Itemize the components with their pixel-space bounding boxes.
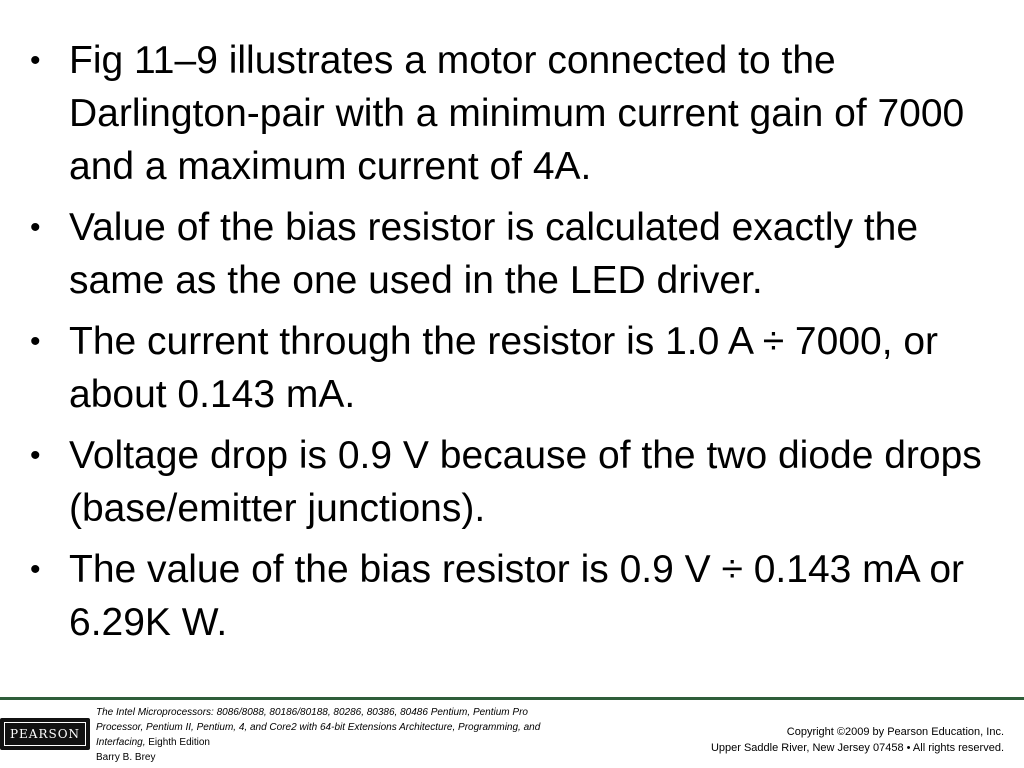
book-citation <box>96 705 566 765</box>
copyright-line-2: Upper Saddle River, New Jersey 07458 • All rights reserved. <box>710 742 1004 754</box>
bullet-item <box>30 315 1000 421</box>
bullet-item <box>30 429 1000 535</box>
bullet-list <box>30 34 1000 649</box>
book-edition: Eighth Edition <box>145 737 210 748</box>
book-title: The Intel Microprocessors: <box>96 707 214 718</box>
bullet-marker: • <box>30 325 41 358</box>
bullet-text: Value of the bias resistor is calculated exactly the same as the one used in the LED driver. <box>69 206 919 302</box>
bullet-item <box>30 201 1000 307</box>
book-author: Barry B. Brey <box>96 752 156 763</box>
copyright-line-1: Copyright ©2009 by Pearson Education, Inc. <box>786 726 1004 738</box>
bullet-marker: • <box>30 439 41 472</box>
bullet-marker: • <box>30 44 41 77</box>
slide-body <box>30 34 1000 657</box>
book-subtitle: 8086/8088, 80186/80188, 80286, 80386, 80486 Pentium, Pentium Pro Processor, Pentium II, Pentium, 4, and Core2 with 64-bit Extensions Architecture, Programming, and Interfacing, <box>96 707 541 748</box>
bullet-text: The current through the resistor is 1.0 A ÷ 7000, or about 0.143 mA. <box>69 320 939 416</box>
bullet-item <box>30 34 1000 193</box>
bullet-text: The value of the bias resistor is 0.9 V ÷ 0.143 mA or 6.29K W. <box>69 548 965 644</box>
bullet-marker: • <box>30 211 41 244</box>
copyright-notice <box>711 724 1004 756</box>
logo-text: PEARSON <box>9 727 81 741</box>
footer-divider <box>0 697 1024 700</box>
pearson-logo <box>0 718 90 750</box>
bullet-item <box>30 543 1000 649</box>
bullet-marker: • <box>30 553 41 586</box>
bullet-text: Voltage drop is 0.9 V because of the two diode drops (base/emitter junctions). <box>69 434 982 530</box>
bullet-text: Fig 11–9 illustrates a motor connected to the Darlington-pair with a minimum current gain of 7000 and a maximum current of 4A. <box>69 39 965 188</box>
logo-frame <box>4 722 86 746</box>
